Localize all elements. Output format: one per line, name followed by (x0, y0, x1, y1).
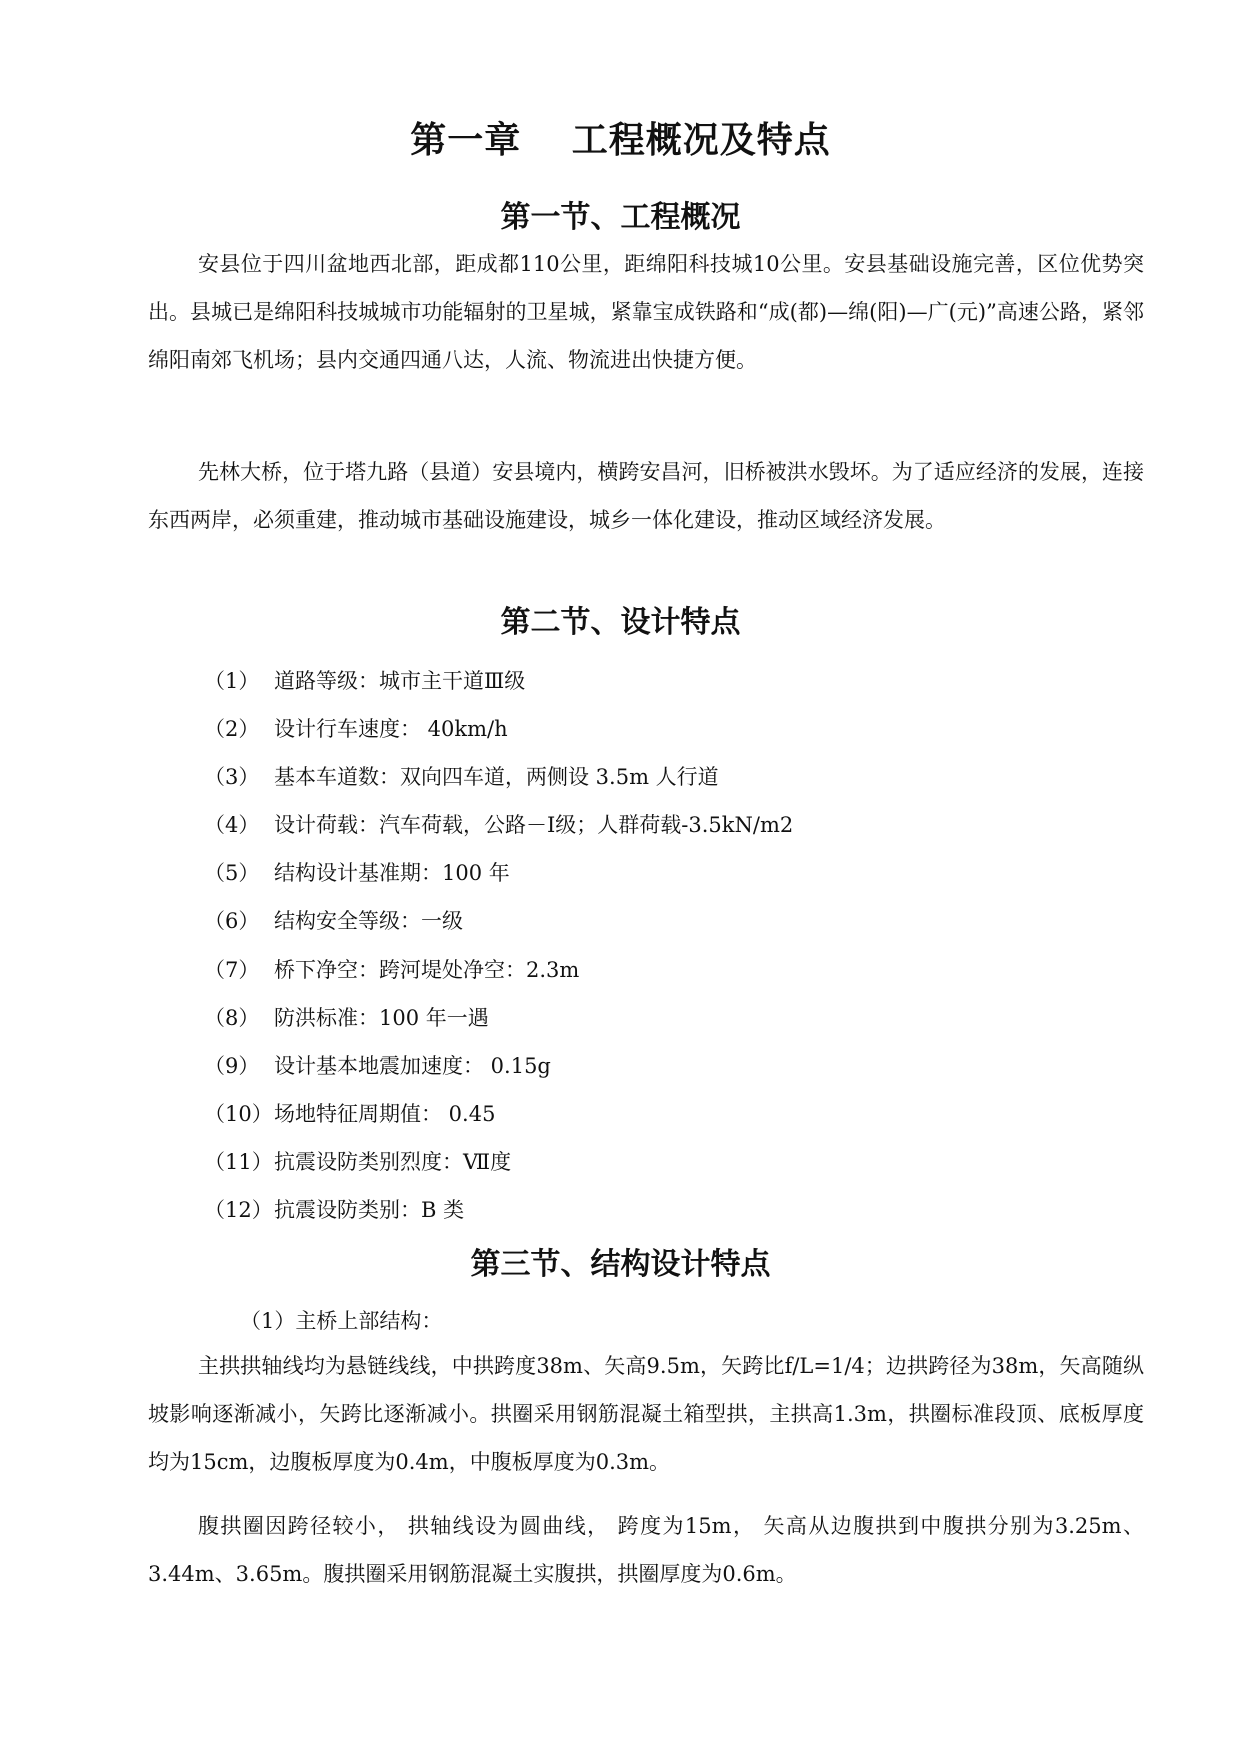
list-item (204, 1195, 1104, 1225)
item-text: 防洪标准：100 年一遇 (274, 1006, 489, 1030)
item-text: 基本车道数：双向四车道，两侧设 3.5m 人行道 (274, 765, 719, 789)
list-item (204, 1003, 1104, 1033)
item-text: 设计基本地震加速度： 0.15g (274, 1054, 551, 1078)
chapter-title: 第一章 工程概况及特点 (410, 119, 831, 161)
item-number: （10） (204, 1102, 273, 1126)
list-item (204, 1051, 1104, 1081)
item-text: 桥下净空：跨河堤处净空：2.3m (274, 958, 580, 982)
list-item (204, 714, 1104, 744)
section-3-title: 第三节、结构设计特点 (470, 1247, 771, 1282)
item-text: 结构安全等级：一级 (274, 909, 463, 933)
item-number: （12） (204, 1198, 273, 1222)
item-number: （9） (204, 1054, 260, 1078)
item-text: 结构设计基准期：100 年 (274, 861, 510, 885)
list-item (204, 1099, 1104, 1129)
item-number: （7） (204, 958, 260, 982)
section-3-subheading: （1）主桥上部结构： (240, 1309, 443, 1333)
section-1-paragraph-1: 安县位于四川盆地西北部，距成都110公里，距绵阳科技城10公里。安县基础设施完善，区位优势突出。县城已是绵阳科技城城市功能辐射的卫星城，紧靠宝成铁路和“成(都)—绵(阳)—广(元)”高速公路，紧邻绵阳南郊飞机场；县内交通四通八达，人流、物流进出快捷方便。 (148, 252, 1145, 372)
list-item (204, 810, 1104, 840)
item-text: 设计荷载：汽车荷载，公路－Ⅰ级；人群荷载-3.5kN/m2 (274, 813, 794, 837)
item-number: （5） (204, 861, 260, 885)
section-3-paragraph-2: 腹拱圈因跨径较小， 拱轴线设为圆曲线， 跨度为15m， 矢高从边腹拱到中腹拱分别为3.25m、3.44m、3.65m。腹拱圈采用钢筋混凝土实腹拱，拱圈厚度为0.6m。 (148, 1514, 1144, 1586)
item-number: （3） (204, 765, 260, 789)
item-text: 设计行车速度： 40km/h (274, 717, 508, 741)
item-text: 抗震设防类别：B 类 (274, 1198, 465, 1222)
item-text: 场地特征周期值： 0.45 (274, 1102, 496, 1126)
list-item (204, 906, 1104, 936)
section-1-paragraph-2: 先林大桥，位于塔九路（县道）安县境内，横跨安昌河，旧桥被洪水毁坏。为了适应经济的发展，连接东西两岸，必须重建，推动城市基础设施建设，城乡一体化建设，推动区域经济发展。 (148, 460, 1144, 532)
item-number: （8） (204, 1006, 260, 1030)
item-number: （1） (204, 669, 260, 693)
item-number: （6） (204, 909, 260, 933)
list-item (204, 858, 1104, 888)
section-1-title: 第一节、工程概况 (500, 200, 741, 235)
list-item (204, 1147, 1104, 1177)
item-number: （2） (204, 717, 260, 741)
section-3-paragraph-1: 主拱拱轴线均为悬链线线，中拱跨度38m、矢高9.5m，矢跨比f/L=1/4；边拱跨径为38m，矢高随纵坡影响逐渐减小，矢跨比逐渐减小。拱圈采用钢筋混凝土箱型拱，主拱高1.3m，拱圈标准段顶、底板厚度均为15cm，边腹板厚度为0.4m，中腹板厚度为0.3m。 (148, 1354, 1144, 1474)
item-text: 抗震设防类别烈度：Ⅶ度 (274, 1150, 512, 1174)
list-item (204, 666, 1104, 696)
list-item (204, 955, 1104, 985)
item-number: （4） (204, 813, 260, 837)
item-text: 道路等级：城市主干道Ⅲ级 (274, 669, 526, 693)
item-number: （11） (204, 1150, 273, 1174)
list-item (204, 762, 1104, 792)
section-2-title: 第二节、设计特点 (500, 605, 741, 640)
